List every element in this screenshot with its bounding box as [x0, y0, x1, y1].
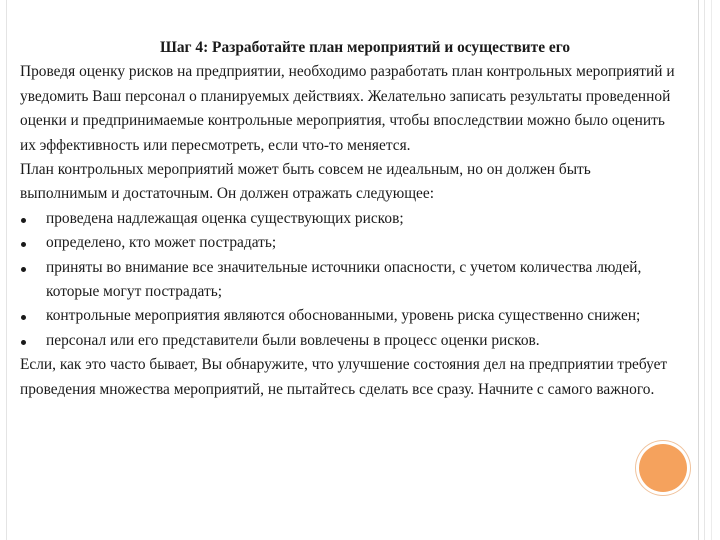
frame-line-right [698, 0, 699, 540]
frame-line-right [711, 0, 712, 540]
bullet-text: определено, кто может пострадать; [46, 234, 277, 252]
bullet-dot-icon [21, 218, 26, 223]
bullet-item [20, 231, 680, 255]
bullet-item [20, 256, 680, 305]
paragraph-intro: Проведя оценку рисков на предприятии, необходимо разработать план контрольных мероприятий и уведомить Ваш персонал о планируемых действиях. Желательно записать результаты проведенной оценки и предпринимаемые контрольные мероприятия, чтобы впоследствии можно было оценить их эффективность или пересмотреть, если что-то меняется. [20, 63, 675, 154]
bullet-dot-icon [21, 315, 26, 320]
slide-content [20, 36, 680, 402]
bullet-text: приняты во внимание все значительные источники опасности, с учетом количества людей, которые могут пострадать; [46, 258, 642, 301]
frame-line-left [6, 0, 7, 540]
bullet-item [20, 329, 680, 353]
paragraph-closing: Если, как это часто бывает, Вы обнаружите, что улучшение состояния дел на предприятии требует проведения множества мероприятий, не пытайтесь сделать все сразу. Начните с самого важного. [20, 356, 668, 398]
bullet-dot-icon [21, 340, 26, 345]
frame-line-right [704, 0, 705, 540]
orange-circle-decoration [639, 444, 687, 492]
bullet-dot-icon [21, 242, 26, 247]
bullet-dot-icon [21, 267, 26, 272]
paragraph-plan: План контрольных мероприятий может быть совсем не идеальным, но он должен быть выполнимым и достаточным. Он должен отражать следующее: [20, 161, 591, 203]
bullet-item [20, 304, 680, 328]
bullet-text: проведена надлежащая оценка существующих рисков; [46, 209, 404, 227]
bullet-text: контрольные мероприятия являются обоснованными, уровень риска существенно снижен; [46, 307, 641, 325]
bullet-list [20, 207, 680, 353]
bullet-item [20, 207, 680, 231]
bullet-text: персонал или его представители были вовлечены в процесс оценки рисков. [46, 331, 540, 349]
slide-title: Шаг 4: Разработайте план мероприятий и осуществите его [159, 39, 571, 56]
